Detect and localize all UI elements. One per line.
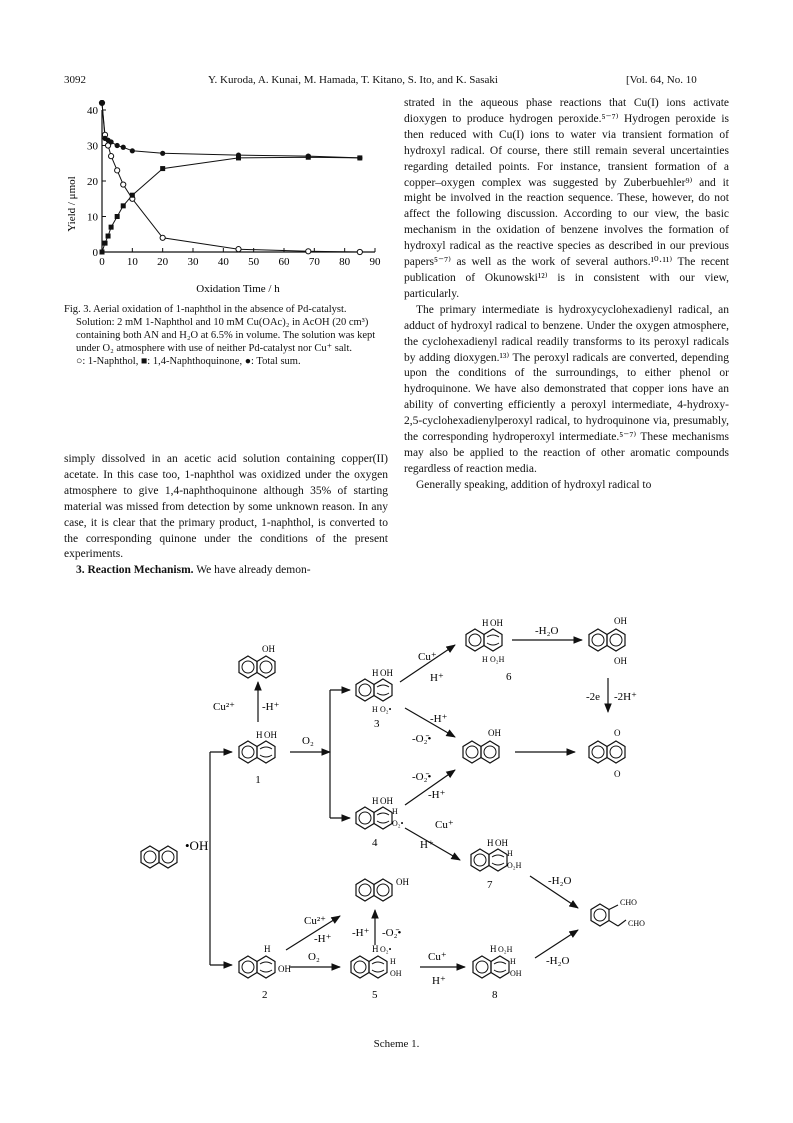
svg-text:OH: OH	[262, 644, 275, 654]
y-tick-label: 0	[92, 247, 98, 259]
compound-3-label: 3	[374, 718, 380, 730]
left-paragraph-1: simply dissolved in an acetic acid solution containing copper(II) acetate. In this case too, 1-naphthol was oxidized under the oxygen atmosphere to give 1,4-naphthoquinone although 35% of starting material was missed from detection by some unknown reason. In any case, it is clear that the primary product, 1-naphthol, is converted to the corresponding quinone under the conditions of the present experiments.	[64, 453, 388, 561]
compound-7-structure	[471, 849, 507, 871]
series-3-point	[115, 143, 120, 148]
svg-text:-H⁺: -H⁺	[430, 713, 448, 725]
svg-text:-2H⁺: -2H⁺	[614, 691, 637, 703]
compound-2-label: 2	[262, 989, 268, 1001]
x-tick-label: 90	[369, 256, 381, 268]
right-paragraph-2: The primary intermediate is hydroxycyclohexadienyl radical, an adduct of hydroxyl radical to benzene. Under the oxygen atmosphere, the cyclohexadienyl radical readily transforms to its peroxyl radicals by adding dioxygen.¹³⁾ The peroxyl radicals are converted, depending upon the conditions of the surroundings, to either phenol or hydroquinone. We have also demonstrated that copper ions have an ability of converting efficiently a peroxyl intermediate, 4-hydroxy-2,5-cyclohexadienylperoxyl radical, to hydroquinone via, presumably, the corresponding hydroperoxyl intermediate.⁵⁻⁷⁾ These mechanisms may also be applied to the reaction of other aromatic compounds regardless of reaction media.	[404, 303, 729, 475]
caption-detail: Solution: 2 mM 1-Naphthol and 10 mM Cu(OAc)₂ in AcOH (20 cm³) containing both AN and H₂O at 6.5% in volume. The solution was kept under O₂ atmosphere with use of neither Pd-catalyst nor Cu⁺ salt.	[76, 317, 376, 354]
x-tick-label: 20	[157, 256, 169, 268]
x-tick-label: 30	[187, 256, 199, 268]
svg-text:OH: OH	[264, 730, 277, 740]
series-3-point	[306, 154, 311, 159]
x-axis-label: Oxidation Time / h	[196, 283, 280, 295]
svg-text:-H⁺: -H⁺	[314, 933, 332, 945]
series-3-point	[160, 151, 165, 156]
series-line-3	[102, 103, 360, 158]
caption-legend: ○: 1-Naphthol, ■: 1,4-Naphthoquinone, ●: Total sum.	[76, 356, 301, 367]
svg-text:OH: OH	[614, 656, 627, 666]
running-authors: Y. Kuroda, A. Kunai, M. Hamada, T. Kitano, S. Ito, and K. Sasaki	[208, 74, 498, 86]
svg-text:OH: OH	[510, 969, 522, 978]
svg-text:Cu⁺: Cu⁺	[428, 951, 447, 963]
1-naphthol-product-structure	[463, 741, 499, 763]
naphthalene-structure	[141, 846, 177, 868]
x-tick-label: 80	[339, 256, 351, 268]
journal-volume: [Vol. 64, No. 10	[626, 74, 697, 86]
series-2-point	[109, 225, 114, 230]
series-2-point	[130, 193, 135, 198]
svg-text:H⁺: H⁺	[430, 672, 444, 684]
series-1-point	[236, 247, 241, 252]
series-1-point	[306, 249, 311, 254]
svg-text:-H₂O: -H₂O	[546, 955, 570, 967]
svg-text:O₂•: O₂•	[380, 945, 392, 954]
svg-text:CHO: CHO	[628, 919, 645, 928]
series-line-1	[102, 103, 360, 252]
series-1-point	[121, 182, 126, 187]
svg-text:H: H	[372, 944, 379, 954]
svg-text:H: H	[487, 838, 494, 848]
compound-7-label: 7	[487, 879, 493, 891]
right-paragraph-1: strated in the aqueous phase reactions that Cu(I) ions activate dioxygen to produce hydrogen peroxide.⁵⁻⁷⁾ Hydrogen peroxide is then reduced with Cu(I) ions to water via transient formation of hydroxyl radical. Of course, there still remain several uncertainties regarding detailed points. For instance, transient formation of a copper–oxygen complex was suggested by Zuberbuehler⁹⁾ and it might be involved in the reaction sequence. These, however, do not affect the following discussion. According to our view, the basic mechanism in the oxidation of benzene involves the formation of hydroxyl radical as the reactive species as described in our previous papers⁵⁻⁷⁾ as well as the work of several authors.¹⁰·¹¹⁾ The recent publication of Okunowski¹²⁾ is in consistent with our view, particularly.	[404, 97, 729, 300]
series-3-point	[130, 148, 135, 153]
svg-text:-H₂O: -H₂O	[548, 875, 572, 887]
compound-6-structure	[466, 629, 502, 651]
svg-text:H: H	[392, 807, 398, 816]
compound-6-label: 6	[506, 671, 512, 683]
svg-text:O₂•: O₂•	[392, 819, 404, 828]
svg-text:O₂H: O₂H	[490, 655, 505, 664]
hydroquinone-structure	[589, 629, 625, 651]
svg-text:H: H	[256, 730, 263, 740]
svg-text:Cu⁺: Cu⁺	[435, 819, 454, 831]
compound-8-structure	[473, 956, 509, 978]
series-3-point	[121, 145, 126, 150]
y-tick-label: 20	[87, 176, 98, 188]
svg-text:O₂H: O₂H	[507, 861, 522, 870]
compound-3-structure	[356, 679, 392, 701]
x-tick-label: 50	[248, 256, 260, 268]
x-tick-label: 70	[308, 256, 320, 268]
svg-text:-H⁺: -H⁺	[352, 927, 370, 939]
svg-text:H: H	[264, 944, 271, 954]
svg-text:H⁺: H⁺	[420, 839, 434, 851]
series-3-point	[357, 155, 362, 160]
svg-text:H: H	[372, 668, 379, 678]
oh-radical-label: •OH	[185, 838, 209, 853]
section-3-paragraph	[64, 563, 388, 579]
y-tick-label: 30	[87, 140, 98, 153]
series-2-point	[115, 214, 120, 219]
svg-text:OH: OH	[614, 616, 627, 626]
svg-text:H: H	[510, 957, 516, 966]
svg-text:H: H	[507, 849, 513, 858]
svg-text:OH: OH	[380, 796, 393, 806]
compound-2-structure	[239, 956, 275, 978]
svg-text:H⁺: H⁺	[432, 975, 446, 987]
series-1-point	[115, 168, 120, 173]
page-number: 3092	[64, 74, 86, 86]
svg-text:H: H	[372, 705, 378, 714]
section-text: We have already demon-	[193, 564, 311, 577]
svg-text:O₂H: O₂H	[498, 945, 513, 954]
x-tick-label: 0	[99, 256, 105, 268]
x-tick-label: 60	[278, 256, 290, 268]
series-1-point	[357, 249, 362, 254]
series-3-point	[99, 100, 104, 105]
svg-text:H: H	[482, 655, 488, 664]
series-1-point	[160, 235, 165, 240]
series-line-2	[102, 157, 360, 252]
svg-text:-2e: -2e	[585, 691, 600, 703]
naphthoquinone-structure	[589, 741, 625, 763]
compound-1-structure	[239, 741, 275, 763]
figure-3-caption	[64, 303, 384, 368]
scheme-caption: Scheme 1.	[373, 1038, 420, 1050]
right-paragraph-3: Generally speaking, addition of hydroxyl radical to	[416, 478, 652, 491]
svg-text:H: H	[482, 618, 489, 628]
caption-title: Fig. 3. Aerial oxidation of 1-naphthol in the absence of Pd-catalyst.	[64, 304, 347, 315]
series-2-point	[103, 241, 108, 246]
svg-text:O₂•: O₂•	[380, 705, 392, 714]
y-axis-label: Yield / μmol	[66, 176, 78, 232]
series-2-point	[100, 250, 105, 255]
figure-3-chart	[60, 100, 390, 300]
section-heading: 3. Reaction Mechanism.	[76, 564, 194, 577]
1-naphthol-structure	[239, 656, 275, 678]
compound-1-label: 1	[255, 774, 261, 786]
y-tick-label: 10	[87, 211, 98, 224]
compound-4-structure	[356, 807, 392, 829]
2-naphthol-structure	[356, 879, 392, 901]
x-tick-label: 40	[217, 256, 229, 268]
svg-text:Cu²⁺: Cu²⁺	[213, 701, 235, 713]
svg-text:OH: OH	[490, 618, 503, 628]
series-1-point	[109, 154, 114, 159]
svg-text:-O₂̄•: -O₂̄•	[412, 733, 432, 745]
svg-text:CHO: CHO	[620, 898, 637, 907]
dialdehyde-structure	[591, 904, 626, 926]
svg-text:OH: OH	[495, 838, 508, 848]
svg-text:H: H	[372, 796, 379, 806]
series-3-point	[236, 152, 241, 157]
svg-text:O: O	[614, 728, 621, 738]
svg-text:OH: OH	[278, 964, 291, 974]
compound-8-label: 8	[492, 989, 498, 1001]
compound-5-structure	[351, 956, 387, 978]
compound-5-label: 5	[372, 989, 378, 1001]
left-column	[64, 452, 388, 579]
x-tick-label: 10	[126, 256, 138, 268]
series-2-point	[106, 234, 111, 239]
series-3-point	[109, 139, 114, 144]
right-column	[404, 96, 729, 494]
svg-text:-O₂̄•: -O₂̄•	[382, 927, 402, 939]
svg-text:O: O	[614, 769, 621, 779]
svg-text:-H₂O: -H₂O	[535, 625, 559, 637]
svg-text:-O₂̄•: -O₂̄•	[412, 771, 432, 783]
svg-text:H: H	[490, 944, 497, 954]
svg-text:OH: OH	[390, 969, 402, 978]
compound-4-label: 4	[372, 837, 378, 849]
svg-text:-H⁺: -H⁺	[428, 789, 446, 801]
series-2-point	[121, 203, 126, 208]
y-tick-label: 40	[87, 105, 98, 117]
svg-text:H: H	[390, 957, 396, 966]
svg-text:OH: OH	[380, 668, 393, 678]
scheme-1	[0, 600, 793, 1030]
svg-text:OH: OH	[396, 877, 409, 887]
svg-text:O₂: O₂	[302, 735, 314, 747]
svg-text:OH: OH	[488, 728, 501, 738]
svg-text:Cu²⁺: Cu²⁺	[304, 915, 326, 927]
svg-text:O₂: O₂	[308, 951, 320, 963]
svg-text:-H⁺: -H⁺	[262, 701, 280, 713]
series-2-point	[160, 166, 165, 171]
svg-text:Cu⁺: Cu⁺	[418, 651, 437, 663]
